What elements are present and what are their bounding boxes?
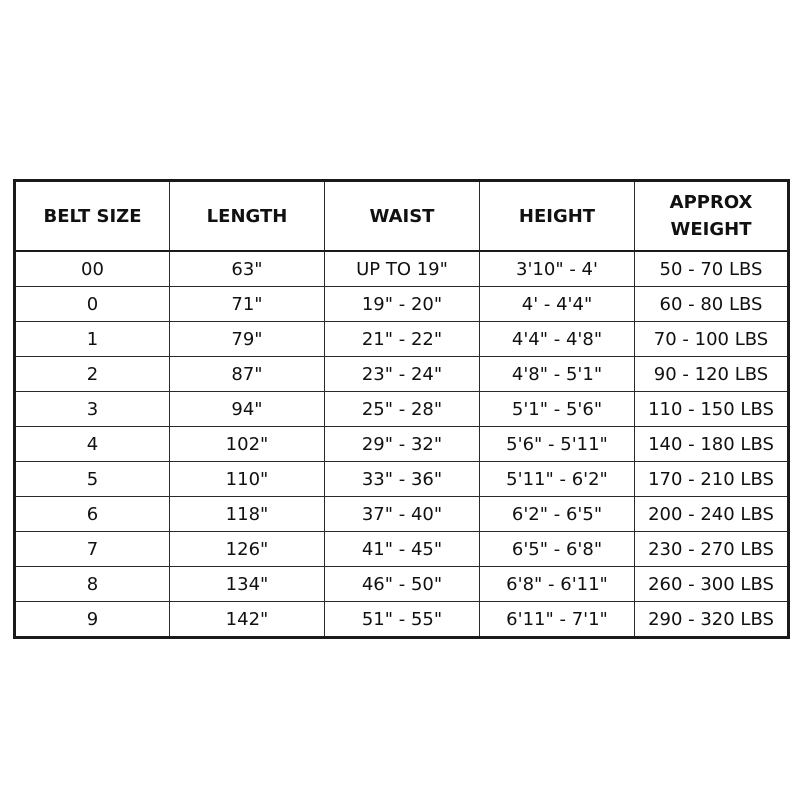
cell-length: 126"	[170, 532, 325, 567]
cell-height: 5'1" - 5'6"	[480, 392, 635, 427]
cell-height: 6'11" - 7'1"	[480, 602, 635, 638]
cell-height: 5'6" - 5'11"	[480, 427, 635, 462]
cell-height: 4' - 4'4"	[480, 287, 635, 322]
table-row	[15, 287, 789, 322]
cell-height: 5'11" - 6'2"	[480, 462, 635, 497]
cell-waist: UP TO 19"	[325, 251, 480, 287]
table-row	[15, 497, 789, 532]
table-row	[15, 462, 789, 497]
cell-weight: 90 - 120 LBS	[635, 357, 789, 392]
cell-weight: 290 - 320 LBS	[635, 602, 789, 638]
cell-length: 102"	[170, 427, 325, 462]
cell-length: 63"	[170, 251, 325, 287]
cell-length: 87"	[170, 357, 325, 392]
cell-waist: 37" - 40"	[325, 497, 480, 532]
cell-length: 94"	[170, 392, 325, 427]
header-belt-size: BELT SIZE	[15, 181, 170, 252]
cell-belt-size: 1	[15, 322, 170, 357]
header-height: HEIGHT	[480, 181, 635, 252]
cell-height: 4'4" - 4'8"	[480, 322, 635, 357]
cell-length: 142"	[170, 602, 325, 638]
cell-length: 71"	[170, 287, 325, 322]
cell-belt-size: 5	[15, 462, 170, 497]
cell-waist: 33" - 36"	[325, 462, 480, 497]
cell-weight: 110 - 150 LBS	[635, 392, 789, 427]
cell-belt-size: 7	[15, 532, 170, 567]
cell-waist: 25" - 28"	[325, 392, 480, 427]
cell-weight: 50 - 70 LBS	[635, 251, 789, 287]
table-row	[15, 532, 789, 567]
belt-size-chart	[13, 179, 790, 639]
cell-height: 4'8" - 5'1"	[480, 357, 635, 392]
cell-belt-size: 0	[15, 287, 170, 322]
cell-height: 6'5" - 6'8"	[480, 532, 635, 567]
cell-belt-size: 6	[15, 497, 170, 532]
cell-belt-size: 2	[15, 357, 170, 392]
table-row	[15, 602, 789, 638]
cell-waist: 23" - 24"	[325, 357, 480, 392]
header-approx-weight: APPROX WEIGHT	[635, 181, 789, 252]
table-row	[15, 251, 789, 287]
cell-waist: 21" - 22"	[325, 322, 480, 357]
cell-length: 134"	[170, 567, 325, 602]
cell-belt-size: 4	[15, 427, 170, 462]
cell-waist: 29" - 32"	[325, 427, 480, 462]
cell-length: 118"	[170, 497, 325, 532]
cell-weight: 200 - 240 LBS	[635, 497, 789, 532]
cell-waist: 51" - 55"	[325, 602, 480, 638]
cell-height: 3'10" - 4'	[480, 251, 635, 287]
cell-belt-size: 8	[15, 567, 170, 602]
header-length: LENGTH	[170, 181, 325, 252]
header-waist: WAIST	[325, 181, 480, 252]
cell-length: 110"	[170, 462, 325, 497]
cell-waist: 19" - 20"	[325, 287, 480, 322]
cell-weight: 230 - 270 LBS	[635, 532, 789, 567]
table-row	[15, 322, 789, 357]
cell-waist: 41" - 45"	[325, 532, 480, 567]
cell-weight: 170 - 210 LBS	[635, 462, 789, 497]
cell-height: 6'8" - 6'11"	[480, 567, 635, 602]
cell-length: 79"	[170, 322, 325, 357]
cell-height: 6'2" - 6'5"	[480, 497, 635, 532]
cell-weight: 260 - 300 LBS	[635, 567, 789, 602]
header-row	[15, 181, 789, 252]
cell-belt-size: 3	[15, 392, 170, 427]
cell-waist: 46" - 50"	[325, 567, 480, 602]
table-row	[15, 392, 789, 427]
cell-weight: 140 - 180 LBS	[635, 427, 789, 462]
table-row	[15, 567, 789, 602]
cell-belt-size: 9	[15, 602, 170, 638]
table-row	[15, 357, 789, 392]
cell-belt-size: 00	[15, 251, 170, 287]
table-row	[15, 427, 789, 462]
table-body	[15, 251, 789, 638]
cell-weight: 70 - 100 LBS	[635, 322, 789, 357]
cell-weight: 60 - 80 LBS	[635, 287, 789, 322]
